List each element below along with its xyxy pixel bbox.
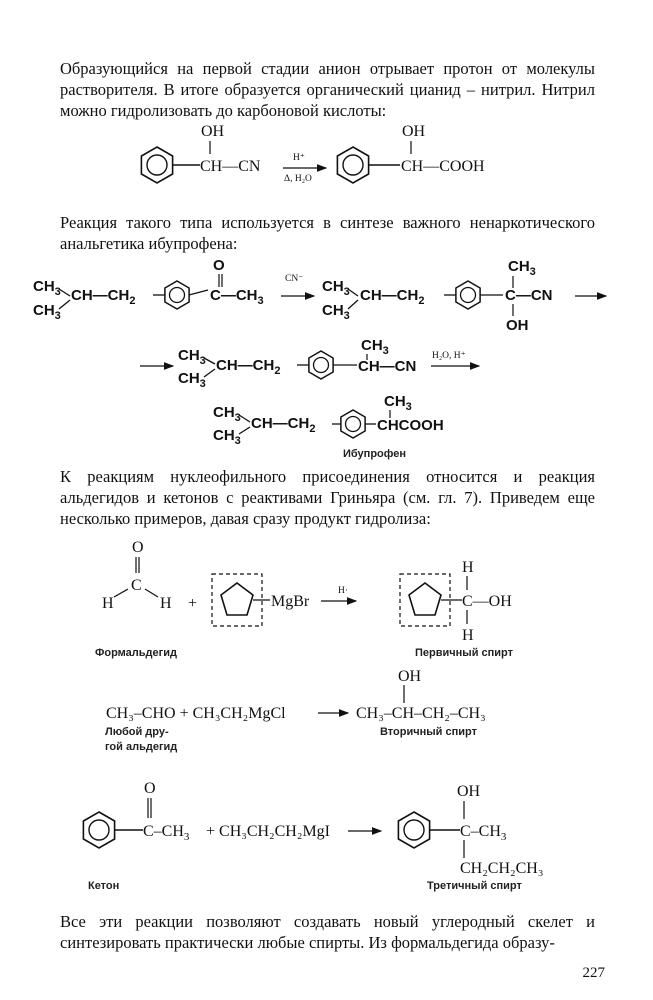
ch-cn-label: CH—CN [200,158,261,175]
caption-secondary-alcohol: Вторичный спирт [380,726,477,738]
svg-text:C–CH3: $C-CH_3$ [460,823,507,843]
svg-text:CHCOOH: CHCOOH [377,417,444,434]
svg-text:H: H [462,559,474,576]
scheme-acetaldehyde [106,668,486,722]
svg-text:CH—CN: CH—CN [358,358,417,375]
caption-tertiary-alcohol: Третичный спирт [427,880,522,892]
scheme-nitrile-hydrolysis [141,123,485,184]
svg-text:CH3: $CH_3$ [213,404,241,424]
svg-text:CH3: $CH_3$ [33,302,61,322]
svg-text:CH3: $CH_3$ [33,278,61,298]
cyclopentane-ring-icon [409,583,441,615]
hydroxyl-label: OH [457,783,481,800]
hydroxyl-label: OH [506,317,529,334]
benzene-ring-icon [141,147,172,183]
svg-text:CH—CH2: $CH—CH_2$ [71,287,136,307]
scheme-ibuprofen [33,257,606,447]
delta-h2o-label: Δ, H₂O [284,174,312,184]
svg-text:CH—CH2: $CH—CH_2$ [251,415,316,435]
benzene-ring-icon [456,281,480,309]
svg-text:C—CN: C—CN [505,287,553,304]
svg-text:C—CH3: $C—CH_3$ [210,287,264,307]
svg-text:C—OH: C—OH [462,593,512,610]
svg-text:C–CH3: $C-CH_3$ [143,823,190,843]
svg-text:H: H [160,595,172,612]
aldehyde-reactants-label: CH₃–CHO + CH₃CH₂MgCl [106,705,286,722]
cyanide-label: CN⁻ [285,274,304,284]
cyclopentane-ring-icon [221,583,253,615]
caption-any-aldehyde-2: гой альдегид [105,741,178,753]
h2o-h-plus-label: H₂O, H⁺ [432,351,466,361]
svg-text:C: C [131,577,142,594]
paragraph-1-text: Образующийся на первой стадии анион отрывает протон от молекулы растворителя. В итоге образуется органический цианид – нитрил. Нитрил можно гидролизовать до карбоновой кислоты: [60,59,595,120]
svg-text:CH3: $CH_3$ [384,393,412,413]
svg-text:CH3: $CH_3$ [213,427,241,447]
hydroxyl-label: OH [402,123,426,140]
svg-text:CH3: $CH_3$ [322,302,350,322]
h-plus-label: H⁺ [293,153,305,163]
svg-text:CH—CH2: $CH—CH_2$ [360,287,425,307]
propyl-label: CH₂CH₂CH₃ [460,860,544,877]
paragraph-3-text: К реакциям нуклеофильного присоединения относится и реакция альдегидов и кетонов с реактивами Гриньяра (см. гл. 7). Приведем еще несколько примеров, давая сразу продукт гидролиза: [60,467,595,528]
svg-text:H: H [102,595,114,612]
svg-text:H: H [462,627,474,644]
svg-text:CH—CH2: $CH—CH_2$ [216,357,281,377]
hydroxyl-label: OH [398,668,422,685]
caption-ibuprofen: Ибупрофен [343,448,406,460]
benzene-ring-icon [165,281,189,309]
svg-text:CH3: $CH_3$ [508,258,536,278]
secondary-product-label: CH₃–CH–CH₂–CH₃ [356,705,486,722]
page-number: 227 [582,965,605,981]
benzene-ring-icon [398,812,429,848]
h-dot-label: H· [338,586,349,596]
caption-formaldehyde: Формальдегид [95,647,177,659]
paragraph-4-text: Все эти реакции позволяют создавать новый углеродный скелет и синтезировать практически любые спирты. Из формальдегида образу- [60,912,595,952]
scheme-formaldehyde [102,539,512,644]
svg-text:CH3: $CH_3$ [178,347,206,367]
scheme-ketone [83,780,543,877]
caption-ketone: Кетон [88,880,120,892]
paragraph-2-text: Реакция такого типа используется в синтезе важного ненаркотического анальгетика ибупрофена: [60,213,595,253]
benzene-ring-icon [341,410,365,438]
svg-text:CH3: $CH_3$ [361,337,389,357]
benzene-ring-icon [337,147,368,183]
svg-text:+: + [188,595,198,612]
benzene-ring-icon [309,351,333,379]
hydroxyl-label: OH [201,123,225,140]
ch-cooh-label: CH—COOH [401,158,485,175]
svg-text:CH3: $CH_3$ [322,278,350,298]
ketone-reagent-label: + CH₃CH₂CH₂MgI [206,823,330,840]
svg-text:O: O [132,539,144,556]
svg-text:O: O [213,257,225,274]
benzene-ring-icon [83,812,114,848]
caption-primary-alcohol: Первичный спирт [415,647,513,659]
mgbr-label: MgBr [271,593,310,610]
svg-text:CH3: $CH_3$ [178,370,206,390]
svg-text:O: O [144,780,156,797]
caption-any-aldehyde-1: Любой дру- [105,726,169,738]
